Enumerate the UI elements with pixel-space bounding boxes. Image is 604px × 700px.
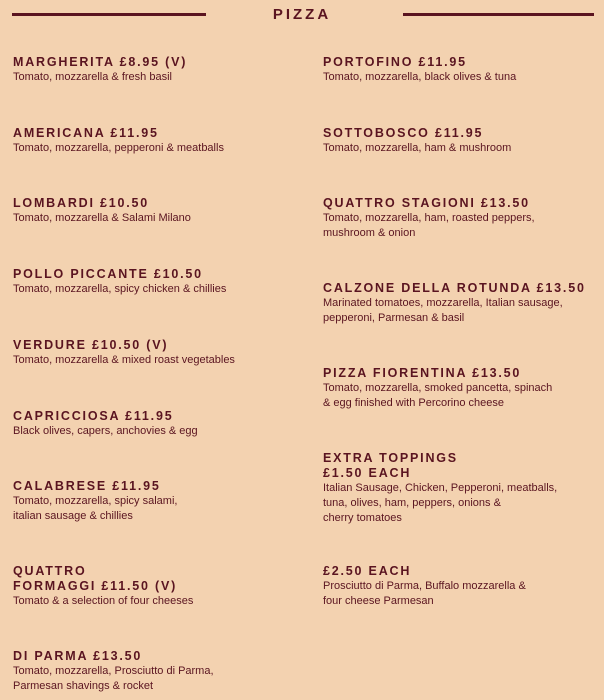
item-description: Prosciutto di Parma, Buffalo mozzarella & four cheese Parmesan: [323, 580, 526, 607]
menu-item-capricciosa: [13, 409, 298, 439]
menu-item-quattro-stagioni: [323, 196, 604, 241]
item-name: SOTTOBOSCO £11.95: [323, 126, 484, 140]
item-description: Tomato, mozzarella, black olives & tuna: [323, 71, 517, 83]
menu-item-lombardi: [13, 196, 298, 226]
item-description: Tomato, mozzarella, Prosciutto di Parma, Parmesan shavings & rocket: [13, 665, 214, 692]
item-name: EXTRA TOPPINGS £1.50 EACH: [323, 451, 458, 480]
item-name: MARGHERITA £8.95 (V): [13, 55, 188, 69]
item-name: PIZZA FIORENTINA £13.50: [323, 366, 522, 380]
menu-item-di-parma: [13, 649, 298, 694]
item-description: Tomato & a selection of four cheeses: [13, 595, 194, 607]
item-description: Tomato, mozzarella & Salami Milano: [13, 212, 191, 224]
menu-item-extra-toppings: [323, 451, 604, 526]
menu-item-margherita: [13, 55, 298, 85]
item-name: POLLO PICCANTE £10.50: [13, 267, 203, 281]
item-name: LOMBARDI £10.50: [13, 196, 150, 210]
item-description: Tomato, mozzarella, ham & mushroom: [323, 142, 512, 154]
item-name: PORTOFINO £11.95: [323, 55, 467, 69]
section-title: PIZZA: [272, 6, 332, 23]
title-rule-right: [403, 13, 594, 16]
menu-item-sottobosco: [323, 126, 604, 156]
item-name: QUATTRO STAGIONI £13.50: [323, 196, 530, 210]
menu-item-quattro-formaggi: [13, 564, 298, 609]
item-description: Tomato, mozzarella, spicy chicken & chillies: [13, 283, 227, 295]
item-name: CALABRESE £11.95: [13, 479, 161, 493]
menu-item-extra-premium: [323, 564, 604, 609]
menu-item-pollo-piccante: [13, 267, 298, 297]
item-description: Marinated tomatoes, mozzarella, Italian sausage, pepperoni, Parmesan & basil: [323, 297, 563, 324]
item-name: VERDURE £10.50 (V): [13, 338, 169, 352]
menu-item-pizza-fiorentina: [323, 366, 604, 411]
menu-item-verdure: [13, 338, 298, 368]
item-description: Tomato, mozzarella & fresh basil: [13, 71, 172, 83]
item-description: Tomato, mozzarella & mixed roast vegetables: [13, 354, 235, 366]
item-name: CAPRICCIOSA £11.95: [13, 409, 174, 423]
menu-item-americana: [13, 126, 298, 156]
item-name: DI PARMA £13.50: [13, 649, 143, 663]
item-description: Tomato, mozzarella, ham, roasted peppers, mushroom & onion: [323, 212, 535, 239]
item-description: Tomato, mozzarella, smoked pancetta, spinach & egg finished with Percorino cheese: [323, 382, 553, 409]
menu-item-calzone-della-rotunda: [323, 281, 604, 326]
item-name: AMERICANA £11.95: [13, 126, 159, 140]
item-description: Tomato, mozzarella, spicy salami, italian sausage & chillies: [13, 495, 178, 522]
item-name: CALZONE DELLA ROTUNDA £13.50: [323, 281, 586, 295]
item-name: QUATTRO FORMAGGI £11.50 (V): [13, 564, 178, 593]
item-description: Italian Sausage, Chicken, Pepperoni, meatballs, tuna, olives, ham, peppers, onions & cherry tomatoes: [323, 482, 558, 524]
menu-item-portofino: [323, 55, 604, 85]
menu-item-calabrese: [13, 479, 298, 524]
item-description: Black olives, capers, anchovies & egg: [13, 425, 198, 437]
item-name: £2.50 EACH: [323, 564, 412, 578]
item-description: Tomato, mozzarella, pepperoni & meatballs: [13, 142, 224, 154]
